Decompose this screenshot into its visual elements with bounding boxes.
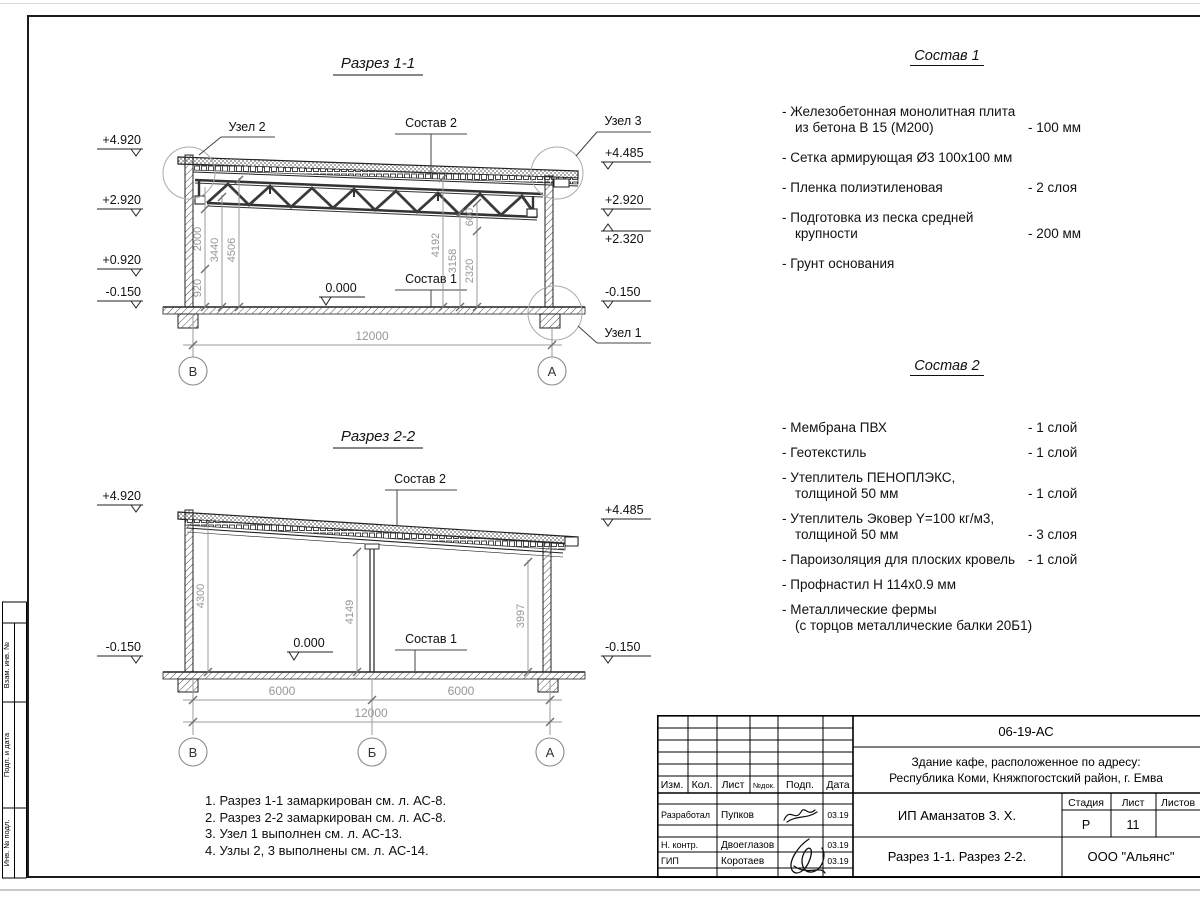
dim-value: 3158 <box>447 248 459 274</box>
material-text: - Грунт основания <box>782 256 895 271</box>
floor-slab <box>163 307 585 314</box>
dim-value: 2000 <box>192 226 204 252</box>
dim-value: 6000 <box>447 684 475 698</box>
dim-value: 12000 <box>354 706 388 720</box>
material-text: - Пароизоляция для плоских кровель <box>782 552 1016 567</box>
sheet-number: 11 <box>1126 818 1140 832</box>
elevation-label: -0.150 <box>605 640 641 654</box>
material-item <box>782 150 1112 166</box>
dim-value: 3997 <box>515 603 527 629</box>
roof-truss <box>195 180 543 220</box>
object-address: Республика Коми, Княжпогостский район, г. Емва <box>889 771 1163 785</box>
sostav-1-text: Состав 1 <box>405 272 457 286</box>
material-value: - 1 слой <box>1028 445 1078 460</box>
column-data: Дата <box>826 779 850 791</box>
material-item <box>782 420 1112 436</box>
dim-value: 920 <box>192 278 204 298</box>
material-text: - Металлические фермы <box>782 602 937 617</box>
elevation-label: +4.485 <box>605 146 644 160</box>
material-text: - Пленка полиэтиленовая <box>782 180 943 195</box>
right-foundation <box>540 314 560 328</box>
material-item <box>782 552 1112 568</box>
material-text: (с торцов металлические балки 20Б1) <box>795 618 1033 633</box>
object-address: Здание кафе, расположенное по адресу: <box>911 755 1141 769</box>
label-sostav-1 <box>395 272 467 308</box>
material-text: крупности <box>795 226 858 241</box>
material-value: - 3 слоя <box>1028 527 1078 542</box>
sheet-notes <box>205 793 446 859</box>
date-value: 03.19 <box>827 856 849 866</box>
elevation-label: -0.150 <box>105 640 141 654</box>
material-item <box>782 470 1112 502</box>
client-name: ИП Аманзатов З. Х. <box>897 808 1017 823</box>
column-kol: Кол. <box>691 779 713 791</box>
drawing-title: Разрез 1-1. Разрез 2-2. <box>887 849 1027 864</box>
side-stamp-label: Взам. инв. № <box>2 641 11 689</box>
elevation-marks-right <box>601 503 651 663</box>
person-name: Коротаев <box>721 856 765 867</box>
material-value: - 1 слой <box>1028 552 1078 567</box>
axis-letter: А <box>547 364 557 379</box>
material-text: - Подготовка из песка средней <box>782 210 974 225</box>
material-item <box>782 577 1112 593</box>
left-column <box>185 510 193 672</box>
elevation-label: -0.150 <box>105 285 141 299</box>
label-uzel-2 <box>199 120 275 155</box>
material-item <box>782 180 1112 196</box>
dim-value: 2320 <box>464 258 476 284</box>
stage-value: Р <box>1081 818 1091 832</box>
elevation-marks-left <box>97 133 143 308</box>
stage-label: Стадия <box>1068 797 1104 809</box>
sheet-label: Лист <box>1121 797 1145 809</box>
material-text: - Геотекстиль <box>782 445 867 460</box>
column-podp: Подп. <box>786 779 814 791</box>
label-zero-level <box>319 281 365 305</box>
material-item <box>782 602 1112 634</box>
material-item <box>782 210 1112 242</box>
elevation-marks-right <box>601 146 651 308</box>
note-line: 3. Узел 1 выполнен см. л. АС-13. <box>205 826 403 841</box>
role-label: Н. контр. <box>661 840 699 850</box>
section-1-1-title: Разрез 1-1 <box>340 55 416 72</box>
date-value: 03.19 <box>827 810 849 820</box>
person-name: Двоеглазов <box>721 840 775 851</box>
label-sostav-1 <box>395 632 467 673</box>
elevation-label: +4.920 <box>102 133 141 147</box>
page-bottom-edge <box>0 889 1200 891</box>
material-item <box>782 256 1112 272</box>
right-foundation <box>538 679 558 692</box>
sostav-2-text: Состав 2 <box>394 472 446 486</box>
composition-2-block <box>782 358 1112 643</box>
uzel-3-text: Узел 3 <box>604 114 642 128</box>
label-zero-level <box>287 636 333 660</box>
title-block <box>657 715 1200 878</box>
sostav-1-text: Состав 1 <box>405 632 457 646</box>
roof-edge-beam <box>554 179 569 187</box>
elevation-label: +2.920 <box>605 193 644 207</box>
material-text: - Профнастил Н 114х0.9 мм <box>782 577 956 592</box>
composition-1-block <box>782 48 1112 286</box>
bottom-dimensions <box>183 679 562 735</box>
dim-value: 4300 <box>195 583 207 609</box>
elevation-label: +2.920 <box>102 193 141 207</box>
note-line: 4. Узлы 2, 3 выполнены см. л. АС-14. <box>205 842 429 858</box>
role-label: Разработал <box>661 810 710 820</box>
uzel-2-text: Узел 2 <box>228 120 266 134</box>
role-label: ГИП <box>661 856 679 866</box>
material-text: толщиной 50 мм <box>795 486 899 501</box>
uzel-1-text: Узел 1 <box>604 326 642 340</box>
material-text: - Сетка армирующая Ø3 100х100 мм <box>782 150 1013 165</box>
bottom-dimension <box>183 313 562 357</box>
dim-value: 4506 <box>226 237 238 263</box>
column-ndok: №док. <box>753 781 775 790</box>
elevation-marks-left <box>97 489 143 663</box>
axis-markers <box>179 357 566 385</box>
roof-edge-beam <box>565 537 578 546</box>
composition-2-title: Состав 2 <box>782 358 1112 376</box>
material-text: - Мембрана ПВХ <box>782 420 887 435</box>
material-value: - 1 слой <box>1028 420 1078 435</box>
signature <box>784 810 817 822</box>
material-text: из бетона В 15 (М200) <box>795 120 934 135</box>
document-number: 06-19-АС <box>998 724 1054 739</box>
material-text: - Железобетонная монолитная плита <box>782 104 1016 119</box>
material-value: - 200 мм <box>1028 226 1082 241</box>
floor-slab <box>163 672 585 679</box>
section-2-2-drawing <box>75 420 715 780</box>
material-value: - 2 слоя <box>1028 180 1078 195</box>
label-uzel-1 <box>578 326 651 343</box>
material-text: - Утеплитель Эковер Y=100 кг/м3, <box>782 511 995 526</box>
column-list: Лист <box>721 779 745 791</box>
column-izm: Изм. <box>660 779 684 791</box>
dim-value: 4149 <box>344 599 356 625</box>
dim-value: 4192 <box>430 232 442 258</box>
person-name: Пупков <box>721 810 754 821</box>
label-sostav-2 <box>385 472 457 526</box>
dim-value: 3440 <box>209 237 221 263</box>
zero-text: 0.000 <box>325 281 357 295</box>
elevation-label: +4.920 <box>102 489 141 503</box>
zero-text: 0.000 <box>293 636 325 650</box>
elevation-label: +4.485 <box>605 503 644 517</box>
axis-markers <box>179 738 564 766</box>
left-foundation <box>178 679 198 692</box>
middle-post <box>365 544 379 672</box>
axis-letter: В <box>188 745 198 760</box>
section-1-1-drawing <box>75 45 715 395</box>
page-top-edge <box>0 3 1200 4</box>
material-item <box>782 445 1112 461</box>
note-line: 2. Разрез 2-2 замаркирован см. л. АС-8. <box>205 809 447 825</box>
dim-value: 6000 <box>268 684 296 698</box>
sheets-label: Листов <box>1160 797 1196 809</box>
right-column <box>543 542 551 672</box>
left-foundation <box>178 314 198 328</box>
dim-value: 12000 <box>355 329 389 343</box>
elevation-label: +0.920 <box>102 253 141 267</box>
company-name: ООО "Альянс" <box>1087 849 1175 864</box>
axis-letter: А <box>545 745 555 760</box>
side-stamp <box>2 595 27 880</box>
section-2-2-title: Разрез 2-2 <box>340 428 416 445</box>
note-line: 1. Разрез 1-1 замаркирован см. л. АС-8. <box>205 793 447 808</box>
material-text: - Утеплитель ПЕНОПЛЭКС, <box>782 470 956 485</box>
sostav-2-text: Состав 2 <box>405 116 457 130</box>
material-text: толщиной 50 мм <box>795 527 899 542</box>
elevation-label: -0.150 <box>605 285 641 299</box>
side-stamp-label: Подп. и дата <box>2 732 11 778</box>
composition-1-title: Состав 1 <box>782 48 1112 66</box>
axis-letter: В <box>188 364 198 379</box>
material-value: - 1 слой <box>1028 486 1078 501</box>
dim-value: 600 <box>464 207 476 227</box>
material-item <box>782 511 1112 543</box>
material-item <box>782 104 1112 136</box>
date-value: 03.19 <box>827 840 849 850</box>
side-stamp-label: Инв. № подл. <box>2 819 11 867</box>
axis-letter: Б <box>367 745 377 760</box>
material-value: - 100 мм <box>1028 120 1082 135</box>
elevation-label: +2.320 <box>605 232 644 246</box>
